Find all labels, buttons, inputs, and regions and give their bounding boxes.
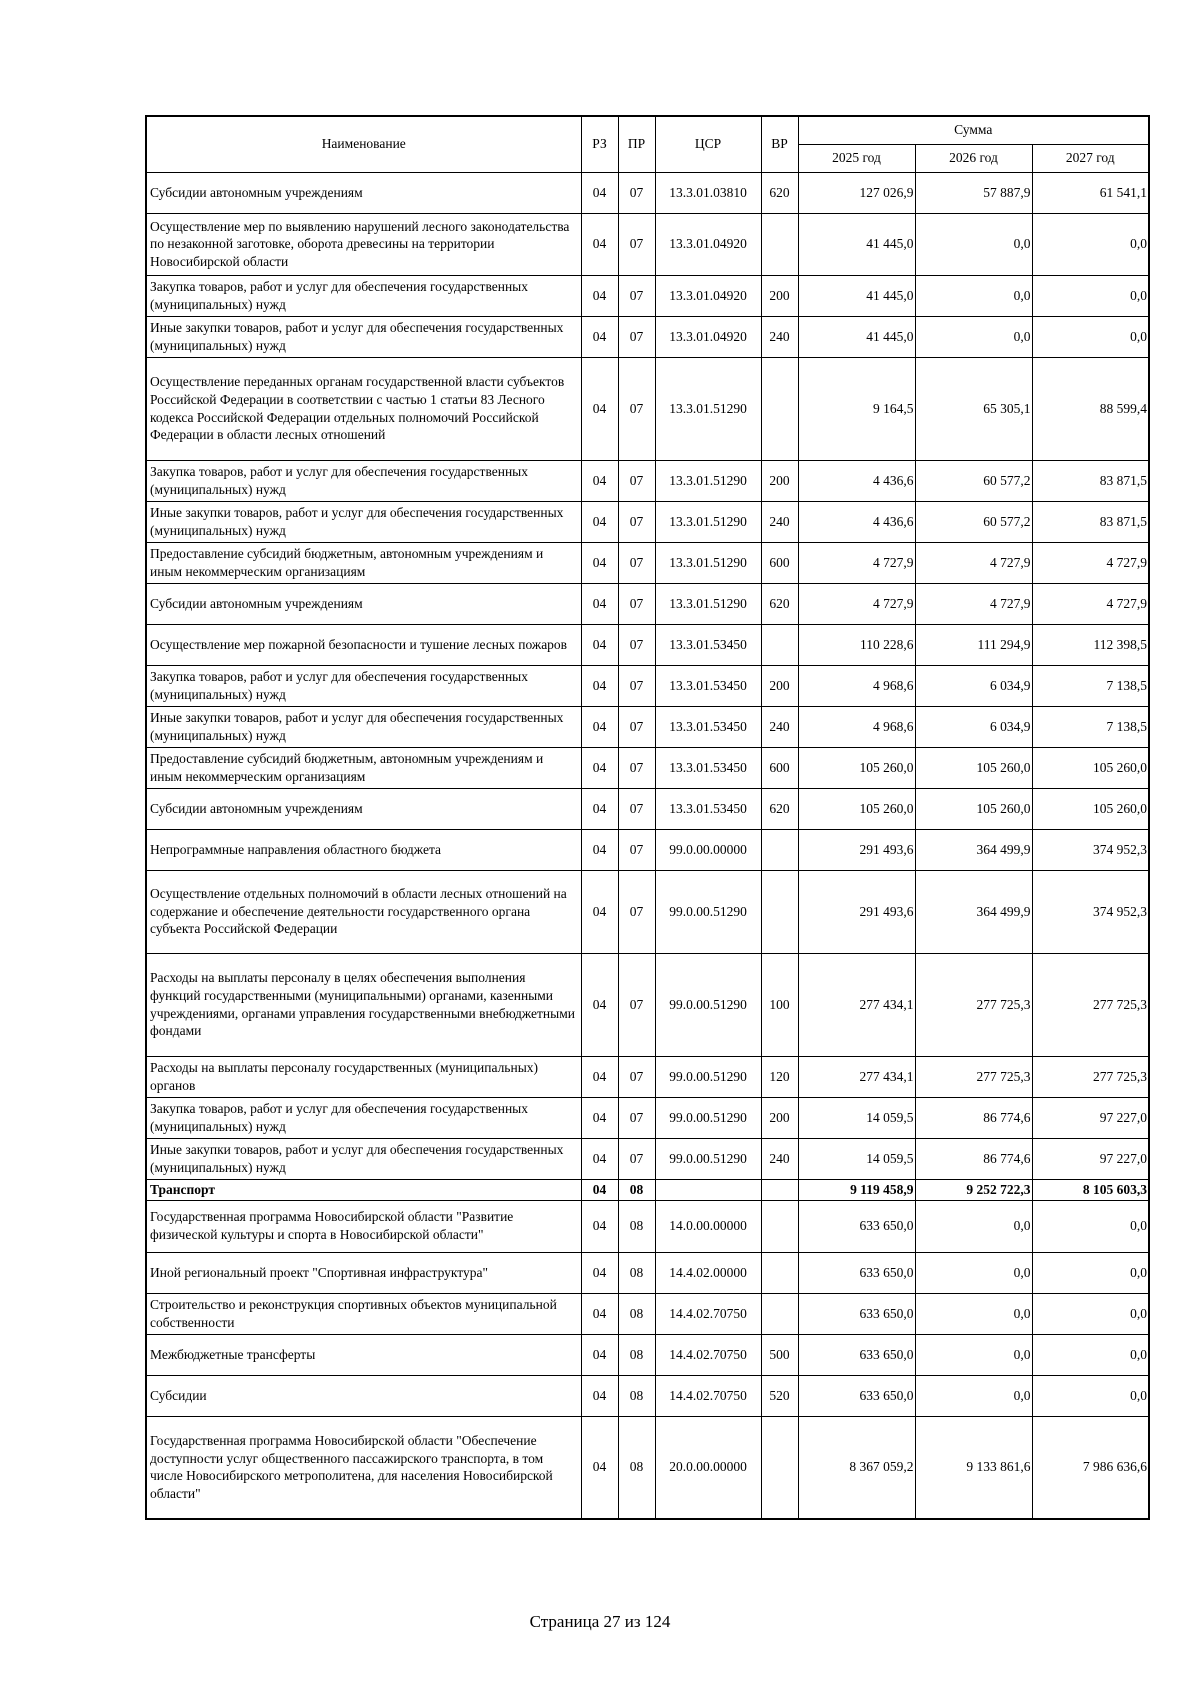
cell-2025: 9 164,5 bbox=[798, 357, 915, 460]
cell-rz: 04 bbox=[581, 460, 618, 501]
cell-2026: 0,0 bbox=[915, 1375, 1032, 1416]
cell-rz: 04 bbox=[581, 747, 618, 788]
cell-vr: 240 bbox=[761, 501, 798, 542]
cell-pr: 07 bbox=[618, 747, 655, 788]
cell-rz: 04 bbox=[581, 788, 618, 829]
cell-pr: 07 bbox=[618, 624, 655, 665]
cell-name: Строительство и реконструкция спортивных объектов муниципальной собственности bbox=[146, 1293, 581, 1334]
cell-pr: 08 bbox=[618, 1375, 655, 1416]
cell-name: Субсидии автономным учреждениям bbox=[146, 788, 581, 829]
cell-csr: 13.3.01.51290 bbox=[655, 542, 761, 583]
cell-2027: 4 727,9 bbox=[1032, 542, 1149, 583]
cell-2027: 83 871,5 bbox=[1032, 501, 1149, 542]
cell-2027: 0,0 bbox=[1032, 1293, 1149, 1334]
cell-rz: 04 bbox=[581, 829, 618, 870]
cell-2026: 0,0 bbox=[915, 213, 1032, 275]
cell-2026: 60 577,2 bbox=[915, 460, 1032, 501]
cell-2025: 110 228,6 bbox=[798, 624, 915, 665]
table-row bbox=[146, 870, 1149, 953]
cell-2026: 57 887,9 bbox=[915, 172, 1032, 213]
cell-csr: 99.0.00.51290 bbox=[655, 870, 761, 953]
cell-2026: 0,0 bbox=[915, 316, 1032, 357]
cell-name: Предоставление субсидий бюджетным, автономным учреждениям и иным некоммерческим организациям bbox=[146, 747, 581, 788]
cell-rz: 04 bbox=[581, 1416, 618, 1519]
table-row bbox=[146, 1293, 1149, 1334]
cell-2027: 7 986 636,6 bbox=[1032, 1416, 1149, 1519]
cell-vr: 200 bbox=[761, 275, 798, 316]
cell-2026: 65 305,1 bbox=[915, 357, 1032, 460]
cell-2025: 105 260,0 bbox=[798, 788, 915, 829]
header-name: Наименование bbox=[146, 116, 581, 172]
cell-csr: 13.3.01.04920 bbox=[655, 213, 761, 275]
table-row bbox=[146, 357, 1149, 460]
cell-2027: 8 105 603,3 bbox=[1032, 1179, 1149, 1200]
cell-vr bbox=[761, 357, 798, 460]
cell-rz: 04 bbox=[581, 1252, 618, 1293]
cell-vr bbox=[761, 870, 798, 953]
cell-vr bbox=[761, 213, 798, 275]
cell-csr: 13.3.01.51290 bbox=[655, 501, 761, 542]
table-row bbox=[146, 316, 1149, 357]
cell-name: Осуществление отдельных полномочий в области лесных отношений на содержание и обеспечение деятельности государственного органа субъекта Российской Федерации bbox=[146, 870, 581, 953]
cell-rz: 04 bbox=[581, 624, 618, 665]
cell-rz: 04 bbox=[581, 953, 618, 1056]
cell-vr: 620 bbox=[761, 172, 798, 213]
cell-vr: 120 bbox=[761, 1056, 798, 1097]
cell-2025: 633 650,0 bbox=[798, 1252, 915, 1293]
cell-2025: 127 026,9 bbox=[798, 172, 915, 213]
cell-csr: 14.4.02.00000 bbox=[655, 1252, 761, 1293]
cell-rz: 04 bbox=[581, 1056, 618, 1097]
cell-2025: 14 059,5 bbox=[798, 1138, 915, 1179]
cell-pr: 07 bbox=[618, 357, 655, 460]
cell-csr: 13.3.01.53450 bbox=[655, 788, 761, 829]
table-row bbox=[146, 213, 1149, 275]
cell-csr: 99.0.00.51290 bbox=[655, 1056, 761, 1097]
cell-2025: 4 727,9 bbox=[798, 542, 915, 583]
cell-pr: 07 bbox=[618, 213, 655, 275]
table-row bbox=[146, 1334, 1149, 1375]
cell-name: Закупка товаров, работ и услуг для обеспечения государственных (муниципальных) нужд bbox=[146, 275, 581, 316]
cell-2026: 9 133 861,6 bbox=[915, 1416, 1032, 1519]
cell-name: Межбюджетные трансферты bbox=[146, 1334, 581, 1375]
cell-vr: 240 bbox=[761, 316, 798, 357]
cell-csr: 14.4.02.70750 bbox=[655, 1334, 761, 1375]
cell-csr: 99.0.00.00000 bbox=[655, 829, 761, 870]
cell-2026: 60 577,2 bbox=[915, 501, 1032, 542]
cell-2026: 105 260,0 bbox=[915, 788, 1032, 829]
cell-2025: 105 260,0 bbox=[798, 747, 915, 788]
cell-2027: 83 871,5 bbox=[1032, 460, 1149, 501]
cell-vr: 500 bbox=[761, 1334, 798, 1375]
cell-2026: 277 725,3 bbox=[915, 1056, 1032, 1097]
cell-csr: 99.0.00.51290 bbox=[655, 1138, 761, 1179]
table-body bbox=[146, 172, 1149, 1519]
cell-csr: 13.3.01.04920 bbox=[655, 275, 761, 316]
cell-pr: 07 bbox=[618, 275, 655, 316]
cell-pr: 07 bbox=[618, 665, 655, 706]
cell-2025: 41 445,0 bbox=[798, 275, 915, 316]
cell-name: Субсидии автономным учреждениям bbox=[146, 172, 581, 213]
cell-2026: 364 499,9 bbox=[915, 829, 1032, 870]
cell-2026: 105 260,0 bbox=[915, 747, 1032, 788]
cell-2026: 111 294,9 bbox=[915, 624, 1032, 665]
cell-2025: 633 650,0 bbox=[798, 1200, 915, 1252]
table-row bbox=[146, 829, 1149, 870]
cell-rz: 04 bbox=[581, 1200, 618, 1252]
cell-csr: 14.4.02.70750 bbox=[655, 1375, 761, 1416]
cell-vr: 200 bbox=[761, 665, 798, 706]
cell-name: Иные закупки товаров, работ и услуг для обеспечения государственных (муниципальных) нужд bbox=[146, 316, 581, 357]
cell-2026: 0,0 bbox=[915, 1252, 1032, 1293]
cell-csr: 13.3.01.03810 bbox=[655, 172, 761, 213]
cell-name: Непрограммные направления областного бюджета bbox=[146, 829, 581, 870]
cell-csr: 13.3.01.53450 bbox=[655, 665, 761, 706]
cell-csr: 13.3.01.51290 bbox=[655, 460, 761, 501]
cell-vr bbox=[761, 1200, 798, 1252]
cell-2027: 374 952,3 bbox=[1032, 829, 1149, 870]
cell-2025: 8 367 059,2 bbox=[798, 1416, 915, 1519]
cell-name: Субсидии автономным учреждениям bbox=[146, 583, 581, 624]
table-row bbox=[146, 1416, 1149, 1519]
table-row bbox=[146, 172, 1149, 213]
cell-2025: 277 434,1 bbox=[798, 1056, 915, 1097]
cell-2027: 105 260,0 bbox=[1032, 788, 1149, 829]
cell-2026: 277 725,3 bbox=[915, 953, 1032, 1056]
cell-pr: 07 bbox=[618, 316, 655, 357]
cell-2027: 277 725,3 bbox=[1032, 1056, 1149, 1097]
cell-2027: 7 138,5 bbox=[1032, 665, 1149, 706]
table-row bbox=[146, 583, 1149, 624]
cell-pr: 07 bbox=[618, 706, 655, 747]
cell-pr: 07 bbox=[618, 1056, 655, 1097]
cell-name: Иные закупки товаров, работ и услуг для обеспечения государственных (муниципальных) нужд bbox=[146, 706, 581, 747]
cell-name: Субсидии bbox=[146, 1375, 581, 1416]
cell-pr: 08 bbox=[618, 1293, 655, 1334]
cell-rz: 04 bbox=[581, 1179, 618, 1200]
cell-2025: 633 650,0 bbox=[798, 1293, 915, 1334]
cell-2027: 0,0 bbox=[1032, 1334, 1149, 1375]
cell-vr: 240 bbox=[761, 706, 798, 747]
header-pr: ПР bbox=[618, 116, 655, 172]
cell-rz: 04 bbox=[581, 542, 618, 583]
cell-2025: 14 059,5 bbox=[798, 1097, 915, 1138]
cell-rz: 04 bbox=[581, 172, 618, 213]
cell-pr: 07 bbox=[618, 1097, 655, 1138]
table-row bbox=[146, 1375, 1149, 1416]
cell-csr: 13.3.01.53450 bbox=[655, 747, 761, 788]
cell-name: Закупка товаров, работ и услуг для обеспечения государственных (муниципальных) нужд bbox=[146, 1097, 581, 1138]
page-number: Страница 27 из 124 bbox=[529, 1612, 671, 1631]
budget-table bbox=[145, 115, 1150, 1520]
cell-2027: 0,0 bbox=[1032, 1375, 1149, 1416]
cell-vr bbox=[761, 1252, 798, 1293]
cell-2025: 633 650,0 bbox=[798, 1375, 915, 1416]
header-vr: ВР bbox=[761, 116, 798, 172]
cell-csr: 14.0.00.00000 bbox=[655, 1200, 761, 1252]
cell-rz: 04 bbox=[581, 665, 618, 706]
cell-pr: 07 bbox=[618, 542, 655, 583]
table-row bbox=[146, 747, 1149, 788]
cell-name: Закупка товаров, работ и услуг для обеспечения государственных (муниципальных) нужд bbox=[146, 665, 581, 706]
table-row bbox=[146, 542, 1149, 583]
cell-vr bbox=[761, 1416, 798, 1519]
cell-rz: 04 bbox=[581, 706, 618, 747]
cell-pr: 08 bbox=[618, 1252, 655, 1293]
cell-2026: 0,0 bbox=[915, 1200, 1032, 1252]
cell-2025: 41 445,0 bbox=[798, 213, 915, 275]
cell-vr: 240 bbox=[761, 1138, 798, 1179]
cell-vr: 620 bbox=[761, 788, 798, 829]
cell-rz: 04 bbox=[581, 583, 618, 624]
cell-rz: 04 bbox=[581, 213, 618, 275]
cell-rz: 04 bbox=[581, 1334, 618, 1375]
cell-pr: 07 bbox=[618, 953, 655, 1056]
cell-name: Предоставление субсидий бюджетным, автономным учреждениям и иным некоммерческим организациям bbox=[146, 542, 581, 583]
cell-2025: 9 119 458,9 bbox=[798, 1179, 915, 1200]
cell-csr: 13.3.01.51290 bbox=[655, 357, 761, 460]
cell-rz: 04 bbox=[581, 1138, 618, 1179]
cell-name: Осуществление мер пожарной безопасности и тушение лесных пожаров bbox=[146, 624, 581, 665]
table-row bbox=[146, 1179, 1149, 1200]
cell-2027: 97 227,0 bbox=[1032, 1138, 1149, 1179]
cell-2026: 6 034,9 bbox=[915, 706, 1032, 747]
cell-vr bbox=[761, 829, 798, 870]
cell-2026: 0,0 bbox=[915, 1334, 1032, 1375]
cell-name: Закупка товаров, работ и услуг для обеспечения государственных (муниципальных) нужд bbox=[146, 460, 581, 501]
cell-2027: 61 541,1 bbox=[1032, 172, 1149, 213]
cell-2027: 4 727,9 bbox=[1032, 583, 1149, 624]
cell-2027: 374 952,3 bbox=[1032, 870, 1149, 953]
cell-csr: 13.3.01.51290 bbox=[655, 583, 761, 624]
table-row bbox=[146, 1200, 1149, 1252]
table-row bbox=[146, 501, 1149, 542]
cell-pr: 07 bbox=[618, 501, 655, 542]
cell-rz: 04 bbox=[581, 1097, 618, 1138]
cell-csr: 99.0.00.51290 bbox=[655, 1097, 761, 1138]
cell-vr bbox=[761, 624, 798, 665]
cell-2027: 0,0 bbox=[1032, 213, 1149, 275]
table-row bbox=[146, 706, 1149, 747]
table-row bbox=[146, 953, 1149, 1056]
cell-vr: 100 bbox=[761, 953, 798, 1056]
cell-pr: 08 bbox=[618, 1334, 655, 1375]
cell-rz: 04 bbox=[581, 357, 618, 460]
cell-2025: 41 445,0 bbox=[798, 316, 915, 357]
cell-name: Иные закупки товаров, работ и услуг для обеспечения государственных (муниципальных) нужд bbox=[146, 1138, 581, 1179]
cell-pr: 07 bbox=[618, 829, 655, 870]
table-row bbox=[146, 275, 1149, 316]
cell-2026: 4 727,9 bbox=[915, 542, 1032, 583]
cell-vr bbox=[761, 1293, 798, 1334]
cell-2027: 0,0 bbox=[1032, 1200, 1149, 1252]
cell-pr: 07 bbox=[618, 870, 655, 953]
cell-name: Иной региональный проект "Спортивная инфраструктура" bbox=[146, 1252, 581, 1293]
cell-2025: 4 436,6 bbox=[798, 460, 915, 501]
cell-2026: 4 727,9 bbox=[915, 583, 1032, 624]
table-row bbox=[146, 665, 1149, 706]
header-2025: 2025 год bbox=[798, 144, 915, 172]
cell-2025: 4 436,6 bbox=[798, 501, 915, 542]
cell-pr: 07 bbox=[618, 788, 655, 829]
cell-2027: 88 599,4 bbox=[1032, 357, 1149, 460]
cell-rz: 04 bbox=[581, 316, 618, 357]
cell-vr: 620 bbox=[761, 583, 798, 624]
cell-name: Осуществление переданных органам государственной власти субъектов Российской Федерации в соответствии с частью 1 статьи 83 Лесного кодекса Российской Федерации отдельных полномочий Российской Федерации в области лесных отношений bbox=[146, 357, 581, 460]
cell-2027: 277 725,3 bbox=[1032, 953, 1149, 1056]
cell-vr: 600 bbox=[761, 542, 798, 583]
cell-name: Иные закупки товаров, работ и услуг для обеспечения государственных (муниципальных) нужд bbox=[146, 501, 581, 542]
header-2027: 2027 год bbox=[1032, 144, 1149, 172]
header-2026: 2026 год bbox=[915, 144, 1032, 172]
cell-pr: 08 bbox=[618, 1200, 655, 1252]
cell-2025: 4 968,6 bbox=[798, 706, 915, 747]
cell-name: Расходы на выплаты персоналу государственных (муниципальных) органов bbox=[146, 1056, 581, 1097]
cell-name: Транспорт bbox=[146, 1179, 581, 1200]
table-row bbox=[146, 1097, 1149, 1138]
cell-2027: 0,0 bbox=[1032, 1252, 1149, 1293]
cell-2027: 112 398,5 bbox=[1032, 624, 1149, 665]
cell-name: Государственная программа Новосибирской области "Обеспечение доступности услуг общественного пассажирского транспорта, в том числе Новосибирского метрополитена, для населения Новосибирской области" bbox=[146, 1416, 581, 1519]
cell-name: Государственная программа Новосибирской области "Развитие физической культуры и спорта в Новосибирской области" bbox=[146, 1200, 581, 1252]
table-row bbox=[146, 624, 1149, 665]
cell-csr: 13.3.01.53450 bbox=[655, 706, 761, 747]
cell-rz: 04 bbox=[581, 275, 618, 316]
cell-vr bbox=[761, 1179, 798, 1200]
table-row bbox=[146, 1252, 1149, 1293]
cell-name: Осуществление мер по выявлению нарушений лесного законодательства по незаконной заготовке, оборота древесины на территории Новосибирской области bbox=[146, 213, 581, 275]
cell-pr: 07 bbox=[618, 460, 655, 501]
header-sum: Сумма bbox=[798, 116, 1149, 144]
cell-pr: 07 bbox=[618, 1138, 655, 1179]
cell-pr: 07 bbox=[618, 172, 655, 213]
cell-csr: 20.0.00.00000 bbox=[655, 1416, 761, 1519]
cell-pr: 07 bbox=[618, 583, 655, 624]
header-csr: ЦСР bbox=[655, 116, 761, 172]
cell-2026: 0,0 bbox=[915, 275, 1032, 316]
cell-vr: 600 bbox=[761, 747, 798, 788]
cell-vr: 200 bbox=[761, 460, 798, 501]
cell-2027: 97 227,0 bbox=[1032, 1097, 1149, 1138]
cell-pr: 08 bbox=[618, 1416, 655, 1519]
cell-2025: 277 434,1 bbox=[798, 953, 915, 1056]
cell-2026: 6 034,9 bbox=[915, 665, 1032, 706]
table-header bbox=[146, 116, 1149, 172]
cell-2027: 7 138,5 bbox=[1032, 706, 1149, 747]
cell-csr: 13.3.01.53450 bbox=[655, 624, 761, 665]
table-row bbox=[146, 788, 1149, 829]
cell-csr: 99.0.00.51290 bbox=[655, 953, 761, 1056]
cell-2027: 0,0 bbox=[1032, 275, 1149, 316]
cell-vr: 200 bbox=[761, 1097, 798, 1138]
cell-2027: 105 260,0 bbox=[1032, 747, 1149, 788]
cell-2026: 86 774,6 bbox=[915, 1138, 1032, 1179]
cell-name: Расходы на выплаты персоналу в целях обеспечения выполнения функций государственными (муниципальными) органами, казенными учреждениями, органами управления государственными внебюджетными фондами bbox=[146, 953, 581, 1056]
cell-2026: 364 499,9 bbox=[915, 870, 1032, 953]
cell-pr: 08 bbox=[618, 1179, 655, 1200]
cell-2027: 0,0 bbox=[1032, 316, 1149, 357]
header-rz: РЗ bbox=[581, 116, 618, 172]
cell-rz: 04 bbox=[581, 501, 618, 542]
cell-2026: 9 252 722,3 bbox=[915, 1179, 1032, 1200]
cell-rz: 04 bbox=[581, 870, 618, 953]
cell-2025: 633 650,0 bbox=[798, 1334, 915, 1375]
cell-rz: 04 bbox=[581, 1293, 618, 1334]
cell-vr: 520 bbox=[761, 1375, 798, 1416]
table-row bbox=[146, 1138, 1149, 1179]
table-row bbox=[146, 460, 1149, 501]
cell-csr: 13.3.01.04920 bbox=[655, 316, 761, 357]
cell-rz: 04 bbox=[581, 1375, 618, 1416]
cell-csr: 14.4.02.70750 bbox=[655, 1293, 761, 1334]
cell-2026: 0,0 bbox=[915, 1293, 1032, 1334]
cell-2025: 4 727,9 bbox=[798, 583, 915, 624]
cell-2025: 4 968,6 bbox=[798, 665, 915, 706]
cell-csr bbox=[655, 1179, 761, 1200]
cell-2025: 291 493,6 bbox=[798, 829, 915, 870]
cell-2025: 291 493,6 bbox=[798, 870, 915, 953]
table-row bbox=[146, 1056, 1149, 1097]
cell-2026: 86 774,6 bbox=[915, 1097, 1032, 1138]
